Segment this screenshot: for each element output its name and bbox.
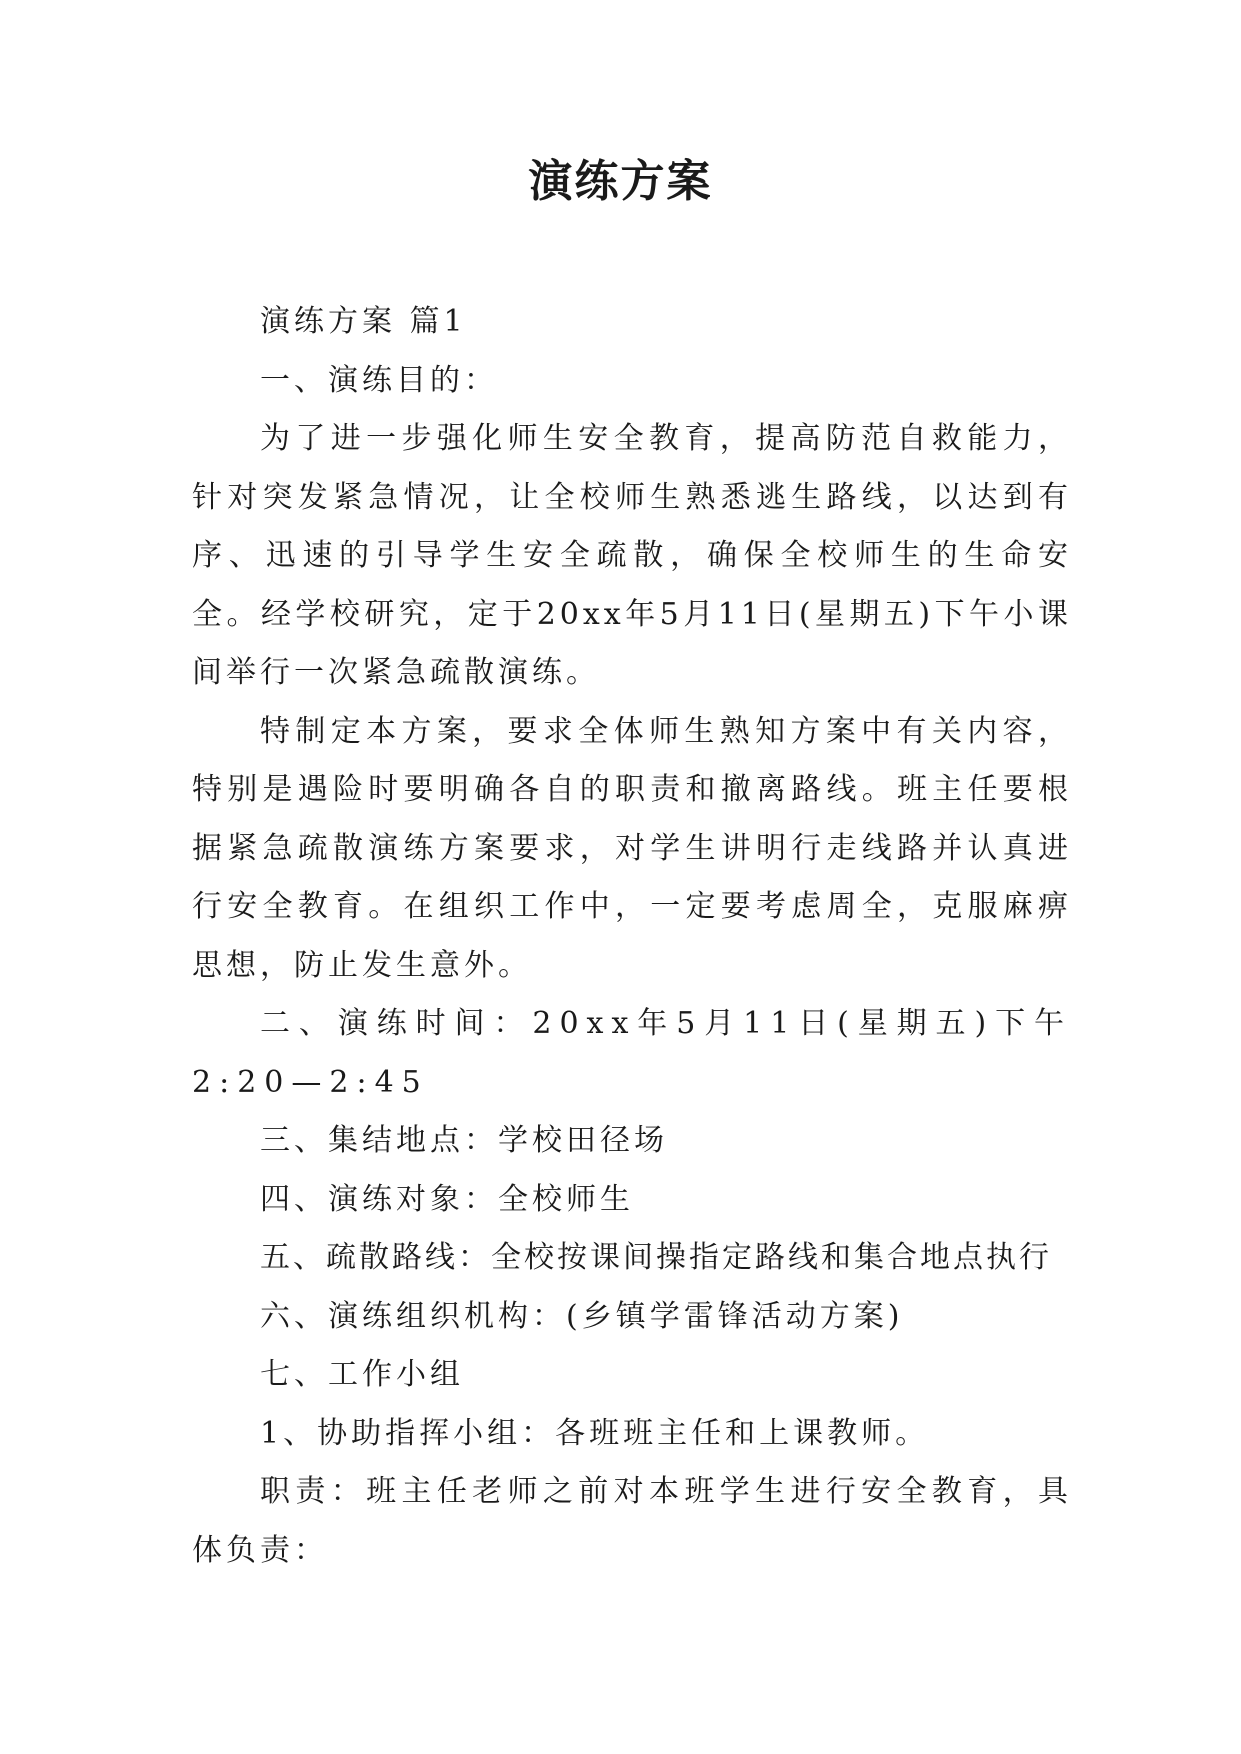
- paragraph-drill-participants: 四、演练对象：全校师生: [260, 1181, 634, 1217]
- document-title: 演练方案: [528, 156, 713, 207]
- paragraph-purpose-heading: 一、演练目的：: [260, 362, 498, 398]
- paragraph-organization: 六、演练组织机构：(乡镇学雷锋活动方案): [260, 1298, 904, 1334]
- document-body: [192, 293, 1072, 1580]
- section-heading: 演练方案 篇1: [260, 304, 467, 339]
- paragraph-work-group: 七、工作小组: [260, 1357, 464, 1392]
- paragraph-evacuation-route: 五、疏散路线：全校按课间操指定路线和集合地点执行: [260, 1240, 1052, 1275]
- paragraph-command-group: 1、协助指挥小组：各班班主任和上课教师。: [260, 1415, 930, 1451]
- paragraph-duties: 职责：班主任老师之前对本班学生进行安全教育，具体负责：: [192, 1474, 1072, 1568]
- paragraph-assembly-point: 三、集结地点：学校田径场: [260, 1123, 668, 1158]
- paragraph-drill-time: 二、演练时间：20xx年5月11日(星期五)下午2:20—2:45: [192, 1006, 1072, 1100]
- paragraph-plan-requirements: 特制定本方案，要求全体师生熟知方案中有关内容，特别是遇险时要明确各自的职责和撤离路线。班主任要根据紧急疏散演练方案要求，对学生讲明行走线路并认真进行安全教育。在组织工作中，一定要考虑周全，克服麻痹思想，防止发生意外。: [192, 713, 1072, 983]
- paragraph-purpose: 为了进一步强化师生安全教育，提高防范自救能力，针对突发紧急情况，让全校师生熟悉逃生路线，以达到有序、迅速的引导学生安全疏散，确保全校师生的生命安全。经学校研究，定于20xx年5月11日(星期五)下午小课间举行一次紧急疏散演练。: [192, 421, 1072, 690]
